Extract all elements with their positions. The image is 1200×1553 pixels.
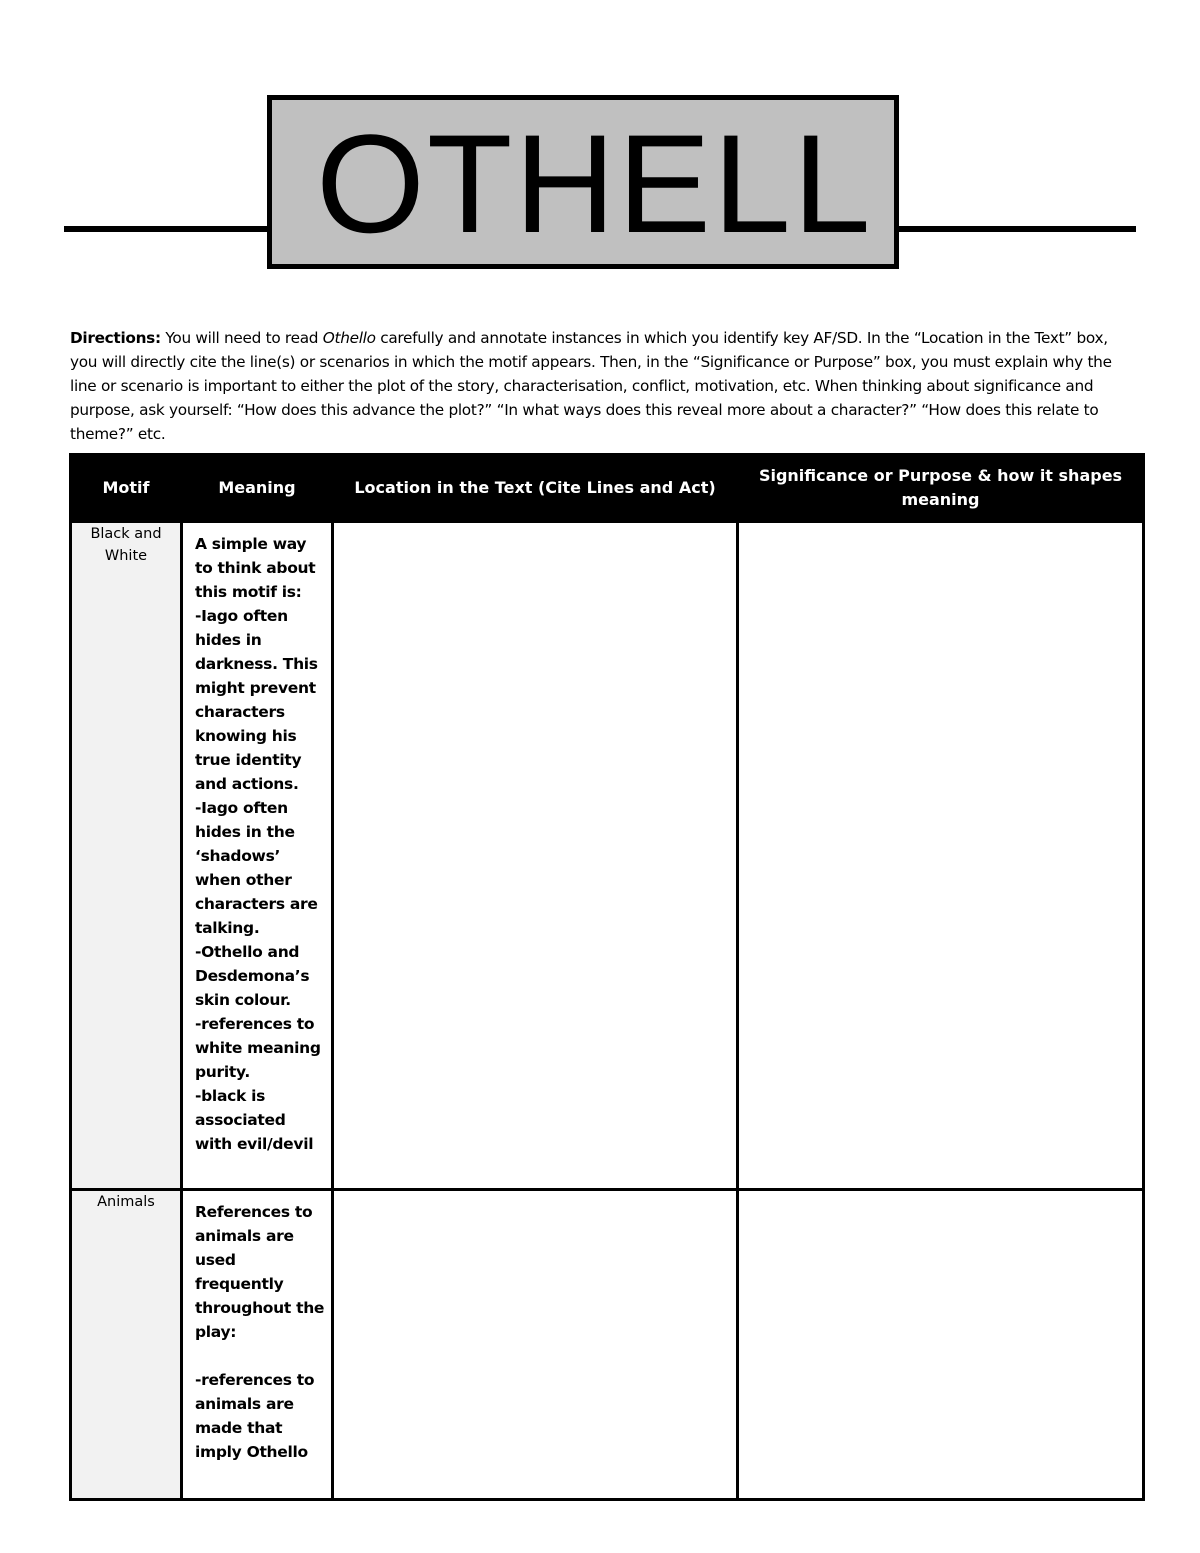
meaning-line: hides in the [195, 823, 295, 841]
table-header-row [71, 455, 1144, 522]
meaning-line: -references to [195, 1015, 315, 1033]
motif-table [69, 453, 1145, 1501]
meaning-line: ‘shadows’ [195, 847, 281, 865]
table-row [71, 522, 1144, 1190]
meaning-line: A simple way [195, 535, 307, 553]
directions-play-title: Othello [322, 329, 376, 348]
meaning-line: -black is [195, 1087, 266, 1105]
meaning-line: play: [195, 1323, 237, 1341]
directions-text-start: You will need to read [160, 329, 323, 348]
table-row [71, 1190, 1144, 1500]
meaning-line: Desdemona’s [195, 967, 310, 985]
location-input-cell[interactable] [333, 1190, 738, 1500]
meaning-line: might prevent [195, 679, 316, 697]
meaning-line: when other [195, 871, 292, 889]
meaning-line: imply Othello [195, 1443, 308, 1461]
meaning-line: with evil/devil [195, 1135, 314, 1153]
page-title: OTHELL [316, 105, 873, 262]
significance-input-cell[interactable] [738, 1190, 1144, 1500]
meaning-cell [182, 522, 333, 1190]
meaning-line: to think about [195, 559, 316, 577]
title-rule-left [64, 226, 270, 232]
meaning-line: -Othello and [195, 943, 300, 961]
title-rule-right [896, 226, 1136, 232]
meaning-line: used [195, 1251, 236, 1269]
meaning-line: animals are [195, 1395, 294, 1413]
meaning-line: this motif is: [195, 583, 302, 601]
meaning-line: associated [195, 1111, 286, 1129]
meaning-line: frequently [195, 1275, 284, 1293]
motif-cell: Black and White [71, 522, 182, 1190]
meaning-line: darkness. This [195, 655, 318, 673]
meaning-line: made that [195, 1419, 283, 1437]
meaning-line: talking. [195, 919, 260, 937]
location-input-cell[interactable] [333, 522, 738, 1190]
meaning-line: characters are [195, 895, 318, 913]
significance-input-cell[interactable] [738, 522, 1144, 1190]
meaning-line [195, 1344, 323, 1368]
meaning-line: purity. [195, 1063, 250, 1081]
directions-paragraph [70, 326, 1130, 446]
meaning-line: characters [195, 703, 285, 721]
directions-label: Directions: [70, 329, 161, 348]
meaning-line: white meaning [195, 1039, 321, 1057]
meaning-line: -Iago often [195, 799, 288, 817]
meaning-line: throughout the [195, 1299, 325, 1317]
meaning-line: true identity [195, 751, 302, 769]
meaning-line: -references to [195, 1371, 315, 1389]
meaning-line: -Iago often [195, 607, 288, 625]
meaning-cell [182, 1190, 333, 1500]
header-location: Location in the Text (Cite Lines and Act) [333, 455, 738, 522]
directions-text-rest: carefully and annotate instances in which you identify key AF/SD. In the “Location in the Text” box, you will directly cite the line(s) or scenarios in which the motif appears. Then, in the “Significance or Purpose” box, you must explain why the line or scenario is important to either the plot of the story, characterisation, conflict, motivation, etc. When thinking about significance and purpose, ask yourself: “How does this advance the plot?” “In what ways does this reveal more about a character?” “How does this relate to theme?” etc. [70, 329, 1112, 444]
meaning-line: hides in [195, 631, 262, 649]
header-meaning: Meaning [182, 455, 333, 522]
meaning-line: and actions. [195, 775, 299, 793]
header-motif: Motif [71, 455, 182, 522]
title-banner [267, 95, 899, 269]
meaning-line: knowing his [195, 727, 297, 745]
meaning-line: animals are [195, 1227, 294, 1245]
meaning-line: skin colour. [195, 991, 291, 1009]
meaning-line: References to [195, 1203, 313, 1221]
motif-cell: Animals [71, 1190, 182, 1500]
header-significance: Significance or Purpose & how it shapes meaning [738, 455, 1144, 522]
